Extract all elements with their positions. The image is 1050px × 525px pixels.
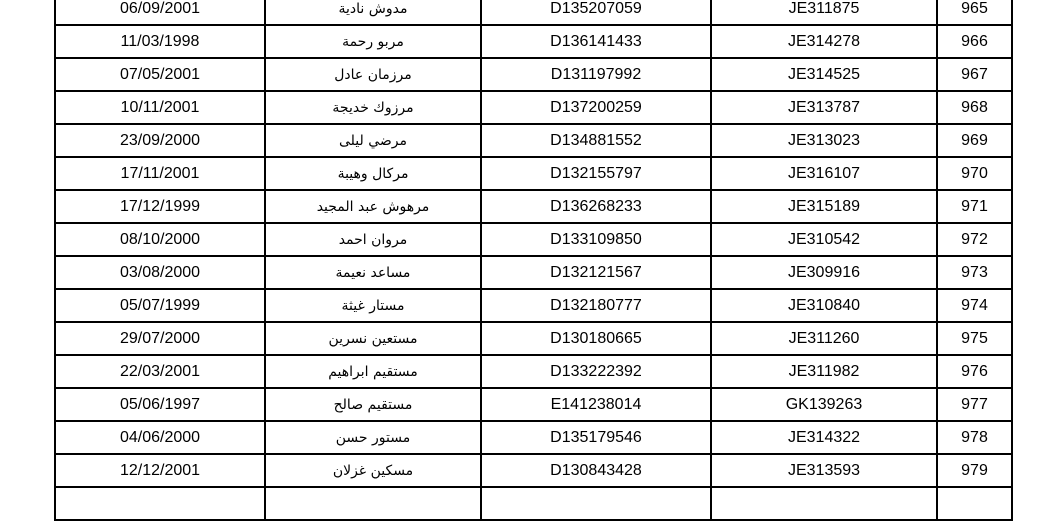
birth-date-cell: 29/07/2000 bbox=[55, 322, 265, 355]
table-row bbox=[55, 454, 1012, 487]
national-id-cell: D133109850 bbox=[481, 223, 711, 256]
row-number-cell: 970 bbox=[937, 157, 1012, 190]
student-code-cell: JE313593 bbox=[711, 454, 937, 487]
national-id-cell: D130843428 bbox=[481, 454, 711, 487]
full-name-cell: مستقيم ابراهيم bbox=[265, 355, 481, 388]
full-name-cell: مدوش نادية bbox=[265, 0, 481, 25]
row-number-cell: 966 bbox=[937, 25, 1012, 58]
table-row bbox=[55, 487, 1012, 520]
national-id-cell: D136141433 bbox=[481, 25, 711, 58]
national-id-cell: D135207059 bbox=[481, 0, 711, 25]
student-code-cell: JE314322 bbox=[711, 421, 937, 454]
row-number-cell: 969 bbox=[937, 124, 1012, 157]
full-name-cell: مستعين نسرين bbox=[265, 322, 481, 355]
row-number-cell: 979 bbox=[937, 454, 1012, 487]
row-number-cell: 976 bbox=[937, 355, 1012, 388]
student-code-cell: JE314525 bbox=[711, 58, 937, 91]
birth-date-cell: 06/09/2001 bbox=[55, 0, 265, 25]
student-code-cell: JE311260 bbox=[711, 322, 937, 355]
table-row bbox=[55, 421, 1012, 454]
full-name-cell: مستقيم صالح bbox=[265, 388, 481, 421]
birth-date-cell: 17/12/1999 bbox=[55, 190, 265, 223]
national-id-cell: D134881552 bbox=[481, 124, 711, 157]
row-number-cell: 977 bbox=[937, 388, 1012, 421]
table-row bbox=[55, 91, 1012, 124]
row-number-cell: 965 bbox=[937, 0, 1012, 25]
student-code-cell: JE313023 bbox=[711, 124, 937, 157]
birth-date-cell: 11/03/1998 bbox=[55, 25, 265, 58]
national-id-cell: D132155797 bbox=[481, 157, 711, 190]
student-code-cell bbox=[711, 487, 937, 520]
table-row bbox=[55, 322, 1012, 355]
row-number-cell: 968 bbox=[937, 91, 1012, 124]
birth-date-cell: 07/05/2001 bbox=[55, 58, 265, 91]
table-row bbox=[55, 124, 1012, 157]
birth-date-cell: 08/10/2000 bbox=[55, 223, 265, 256]
row-number-cell: 978 bbox=[937, 421, 1012, 454]
student-code-cell: JE315189 bbox=[711, 190, 937, 223]
row-number-cell bbox=[937, 487, 1012, 520]
table-row bbox=[55, 58, 1012, 91]
birth-date-cell: 05/06/1997 bbox=[55, 388, 265, 421]
full-name-cell: مروان احمد bbox=[265, 223, 481, 256]
national-id-cell: E141238014 bbox=[481, 388, 711, 421]
birth-date-cell: 12/12/2001 bbox=[55, 454, 265, 487]
row-number-cell: 975 bbox=[937, 322, 1012, 355]
birth-date-cell: 22/03/2001 bbox=[55, 355, 265, 388]
table-row bbox=[55, 289, 1012, 322]
national-id-cell: D136268233 bbox=[481, 190, 711, 223]
birth-date-cell: 03/08/2000 bbox=[55, 256, 265, 289]
national-id-cell: D137200259 bbox=[481, 91, 711, 124]
table-row bbox=[55, 223, 1012, 256]
student-code-cell: JE314278 bbox=[711, 25, 937, 58]
birth-date-cell: 10/11/2001 bbox=[55, 91, 265, 124]
national-id-cell: D132180777 bbox=[481, 289, 711, 322]
birth-date-cell: 17/11/2001 bbox=[55, 157, 265, 190]
student-code-cell: JE310542 bbox=[711, 223, 937, 256]
student-code-cell: GK139263 bbox=[711, 388, 937, 421]
table-row bbox=[55, 388, 1012, 421]
row-number-cell: 967 bbox=[937, 58, 1012, 91]
birth-date-cell: 05/07/1999 bbox=[55, 289, 265, 322]
row-number-cell: 973 bbox=[937, 256, 1012, 289]
table-row bbox=[55, 25, 1012, 58]
national-id-cell: D130180665 bbox=[481, 322, 711, 355]
student-code-cell: JE311875 bbox=[711, 0, 937, 25]
table-row bbox=[55, 355, 1012, 388]
full-name-cell: مرضي ليلى bbox=[265, 124, 481, 157]
student-code-cell: JE313787 bbox=[711, 91, 937, 124]
full-name-cell: مرزمان عادل bbox=[265, 58, 481, 91]
national-id-cell: D131197992 bbox=[481, 58, 711, 91]
birth-date-cell: 23/09/2000 bbox=[55, 124, 265, 157]
national-id-cell: D133222392 bbox=[481, 355, 711, 388]
student-code-cell: JE310840 bbox=[711, 289, 937, 322]
full-name-cell: مستور حسن bbox=[265, 421, 481, 454]
full-name-cell: مركال وهيبة bbox=[265, 157, 481, 190]
full-name-cell: مستار غيثة bbox=[265, 289, 481, 322]
student-table bbox=[54, 0, 1013, 521]
national-id-cell: D132121567 bbox=[481, 256, 711, 289]
table-row bbox=[55, 256, 1012, 289]
full-name-cell: مرهوش عبد المجيد bbox=[265, 190, 481, 223]
full-name-cell: مرزوك خديجة bbox=[265, 91, 481, 124]
full-name-cell: مربو رحمة bbox=[265, 25, 481, 58]
row-number-cell: 971 bbox=[937, 190, 1012, 223]
row-number-cell: 972 bbox=[937, 223, 1012, 256]
student-code-cell: JE309916 bbox=[711, 256, 937, 289]
table-row bbox=[55, 0, 1012, 25]
birth-date-cell bbox=[55, 487, 265, 520]
full-name-cell: مساعد نعيمة bbox=[265, 256, 481, 289]
table-body bbox=[55, 0, 1012, 520]
birth-date-cell: 04/06/2000 bbox=[55, 421, 265, 454]
full-name-cell bbox=[265, 487, 481, 520]
national-id-cell: D135179546 bbox=[481, 421, 711, 454]
student-code-cell: JE316107 bbox=[711, 157, 937, 190]
table-row bbox=[55, 190, 1012, 223]
student-code-cell: JE311982 bbox=[711, 355, 937, 388]
row-number-cell: 974 bbox=[937, 289, 1012, 322]
national-id-cell bbox=[481, 487, 711, 520]
full-name-cell: مسكين غزلان bbox=[265, 454, 481, 487]
table-row bbox=[55, 157, 1012, 190]
